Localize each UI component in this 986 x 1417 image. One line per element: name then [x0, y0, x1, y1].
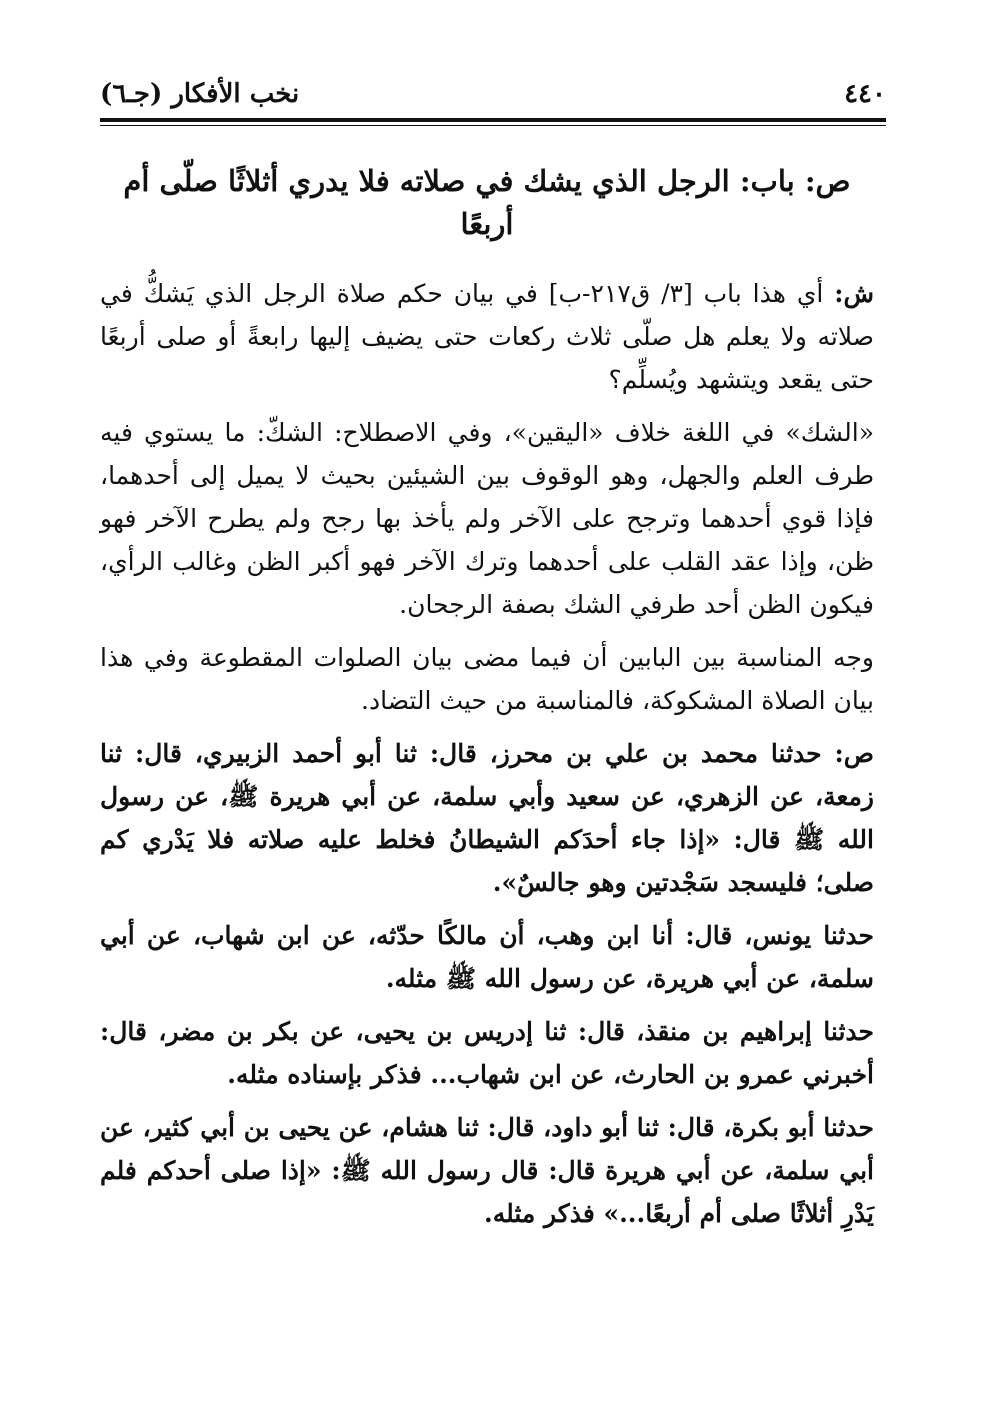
paragraph-hadith-1 — [100, 732, 874, 904]
paragraph-text: أي هذا باب [٣/ ق٢١٧-ب] في بيان حكم صلاة الرجل الذي يَشكُّ في صلاته ولا يعلم هل صلّى ثلاث ركعات حتى يضيف إليها رابعةً أو صلى أربعًا حتى يقعد ويتشهد ويُسلِّم؟ — [100, 279, 874, 394]
paragraph-explanation — [100, 272, 874, 401]
paragraph-hadith-3 — [100, 1010, 874, 1096]
paragraph-definition — [100, 411, 874, 626]
main-content — [100, 160, 874, 1245]
paragraph-hadith-4 — [100, 1106, 874, 1235]
page-number: ٤٤٠ — [844, 79, 886, 109]
paragraph-text: حدثنا أبو بكرة، قال: ثنا أبو داود، قال: ثنا هشام، عن يحيى بن أبي كثير، عن أبي سلمة، عن أبي هريرة قال: قال رسول الله ﷺ: «إذا صلى أحدكم فلم يَدْرِ أثلاثًا صلى أم أربعًا...» فذكر مثله. — [100, 1113, 874, 1228]
paragraph-label: ص: — [834, 739, 874, 768]
paragraph-label: ش: — [834, 279, 874, 308]
book-title: نخب الأفكار (جـ٦) — [100, 79, 300, 109]
paragraph-text: حدثنا يونس، قال: أنا ابن وهب، أن مالكًا حدّثه، عن ابن شهاب، عن أبي سلمة، عن أبي هريرة، عن رسول الله ﷺ مثله. — [100, 921, 874, 993]
paragraph-text: «الشك» في اللغة خلاف «اليقين»، وفي الاصطلاح: الشكّ: ما يستوي فيه طرف العلم والجهل، وهو الوقوف بين الشيئين بحيث لا يميل إلى أحدهما، فإذا قوي أحدهما وترجح على الآخر ولم يأخذ بها رجح ولم يطرح الآخر فهو ظن، وإذا عقد القلب على أحدهما وترك الآخر فهو أكبر الظن وغالب الرأي، فيكون الظن أحد طرفي الشك بصفة الرجحان. — [100, 418, 874, 619]
header-rule-thin — [100, 125, 886, 126]
paragraph-text: وجه المناسبة بين البابين أن فيما مضى بيان الصلوات المقطوعة وفي هذا بيان الصلاة المشكوكة، فالمناسبة من حيث التضاد. — [100, 643, 874, 715]
page-header — [100, 70, 886, 118]
chapter-title: ص: باب: الرجل الذي يشك في صلاته فلا يدري أثلاثًا صلّى أم أربعًا — [123, 164, 851, 241]
paragraph-relation — [100, 636, 874, 722]
paragraph-text: حدثنا محمد بن علي بن محرز، قال: ثنا أبو أحمد الزبيري، قال: ثنا زمعة، عن الزهري، عن سعيد وأبي سلمة، عن أبي هريرة ﷺ، عن رسول الله ﷺ قال: «إذا جاء أحدَكم الشيطانُ فخلط عليه صلاته فلا يَدْري كم صلى؛ فليسجد سَجْدتين وهو جالسٌ». — [100, 739, 874, 897]
paragraph-hadith-2 — [100, 914, 874, 1000]
paragraph-text: حدثنا إبراهيم بن منقذ، قال: ثنا إدريس بن يحيى، عن بكر بن مضر، قال: أخبرني عمرو بن الحارث، عن ابن شهاب... فذكر بإسناده مثله. — [100, 1017, 874, 1089]
header-rule-thick — [100, 118, 886, 122]
